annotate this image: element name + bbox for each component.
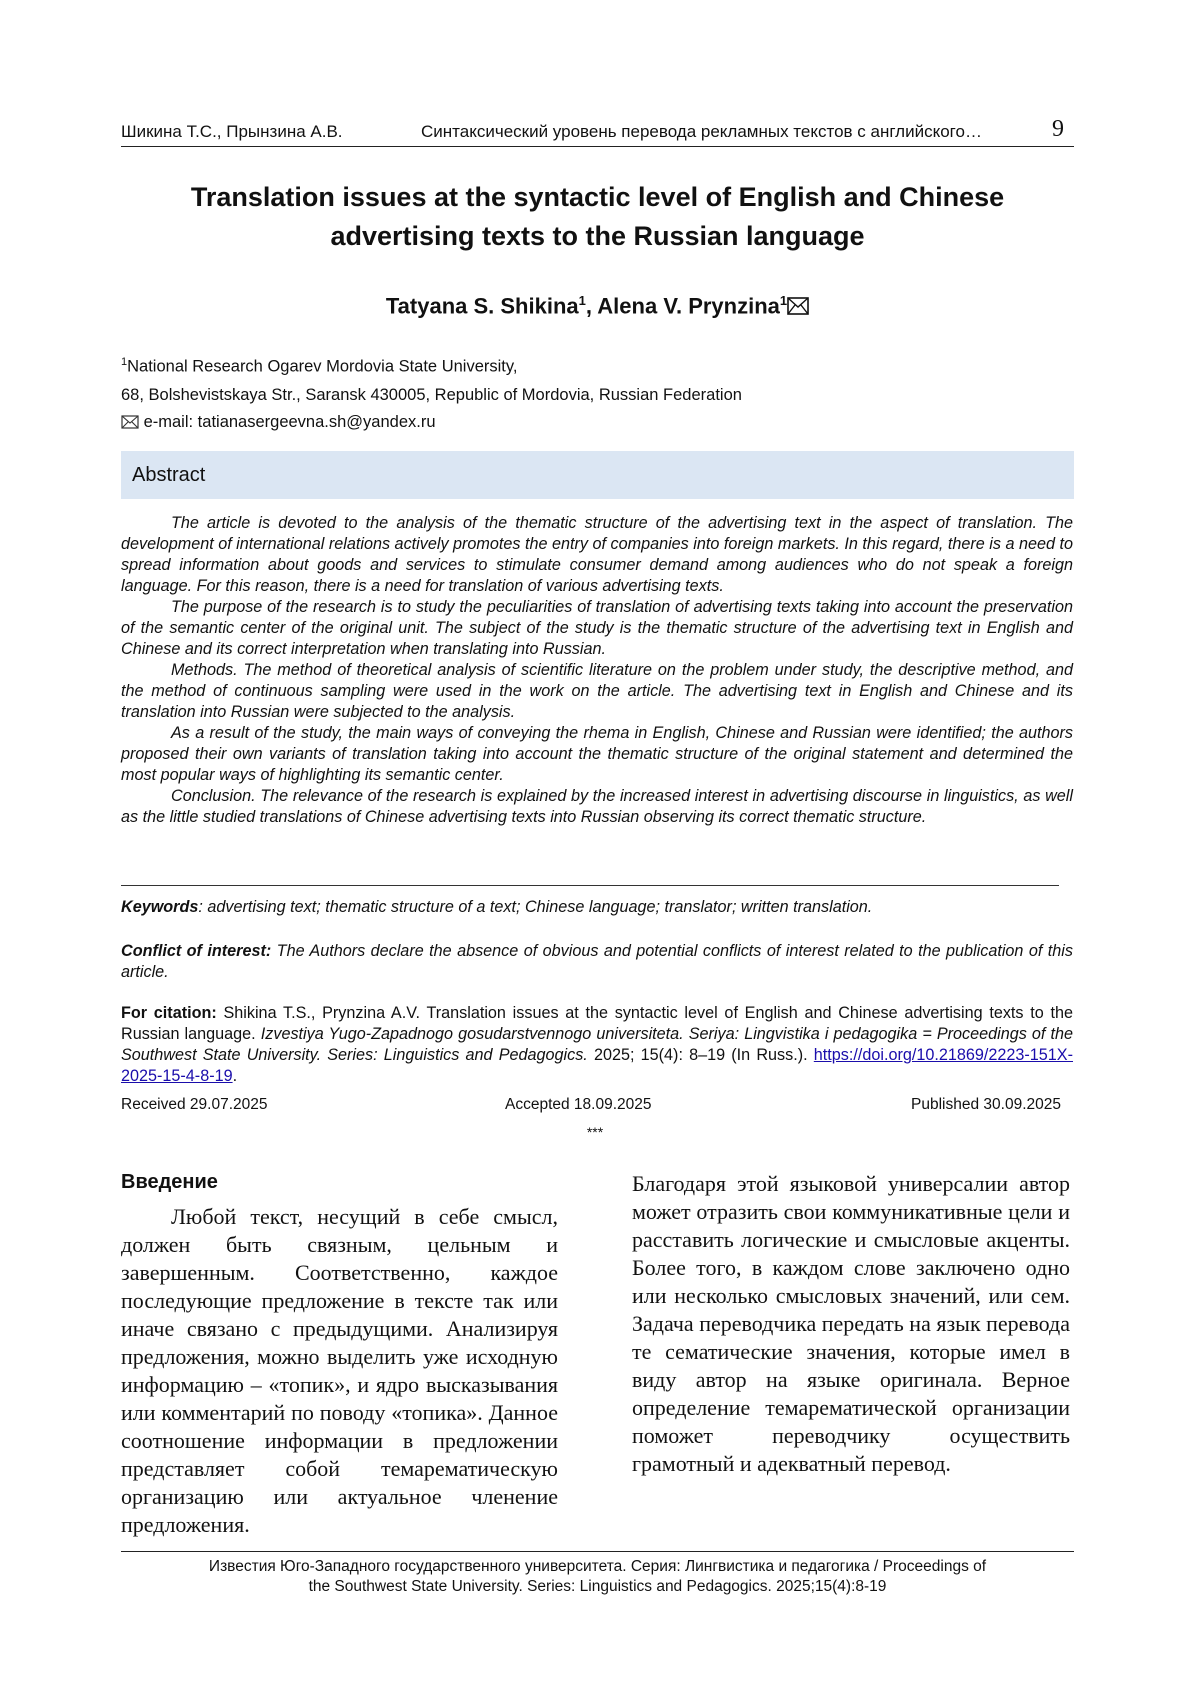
affiliation-marker: 1 [779,293,788,308]
abstract-paragraph: Methods. The method of theoretical analysis of scientific literature on the problem under study, the descriptive method, and the method of continuous sampling were used in the work on the article. The advertising text in English and Chinese and its translation into Russian were subjected to the analysis. [121,661,1073,721]
footer-line: Известия Юго-Западного государственного университета. Серия: Лингвистика и педагогика / Proceedings of [208,1558,987,1575]
running-header-authors: Шикина Т.С., Прынзина А.В. [121,122,343,141]
section-separator: *** [586,1124,604,1140]
received-date: Received 29.07.2025 [121,1096,268,1113]
body-paragraph: Любой текст, несущий в себе смысл, должен быть связным, цельным и завершенным. Соответственно, каждое последующие предложение в тексте так или иначе связано с предыдущими. Анализируя предложения, можно выделить уже исходную информацию – «топик», и ядро высказывания или комментарий по поводу «топика». Данное соотношение информации в предложении представляет собой темарематическую организацию или актуальное членение предложения. [121,1204,558,1537]
accepted-date: Accepted 18.09.2025 [505,1096,652,1113]
affiliation-line: National Research Ogarev Mordovia State University, [127,357,518,376]
citation-journal: Izvestiya Yugo-Zapadnogo gosudarstvennogo universiteta. Seriya: Lingvistika i pedagogika = Proceedings of the Southwest State University. Series: Linguistics and Pedagogics. [121,1025,1074,1064]
abstract-paragraph: As a result of the study, the main ways of conveying the rhema in English, Chinese and Russian were identified; the authors proposed their own variants of translation taking into account the thematic structure of the original statement and determined the most popular ways of highlighting its semantic center. [121,724,1073,784]
conflict-of-interest [121,941,1073,983]
doi-link[interactable]: https://doi.org/10.21869/2223-151X-2025-15-4-8-19 [121,1046,1073,1085]
page-number: 9 [1052,116,1064,142]
conflict-label: Conflict of interest: [121,942,272,960]
affiliation [121,348,742,409]
article-title: Translation issues at the syntactic level of English and Chinese advertising texts to the Russian language [190,182,1005,251]
envelope-icon [787,295,809,321]
footer-line: the Southwest State University. Series: Linguistics and Pedagogics. 2025;15(4):8-19 [308,1578,887,1595]
footer-divider [121,1551,1074,1552]
body-column-right [632,1170,1070,1478]
affiliation-address: 68, Bolshevistskaya Str., Saransk 430005, Republic of Mordovia, Russian Federation [121,385,742,404]
affiliation-marker: 1 [578,293,586,308]
abstract-paragraph: The article is devoted to the analysis of the thematic structure of the advertising text in the aspect of translation. The development of international relations actively promotes the entry of companies into foreign markets. In this regard, there is a need to spread information about goods and services to stimulate consumer demand among audiences who do not speak a foreign language. For this reason, there is a need for translation of various advertising texts. [121,514,1073,595]
abstract-paragraph: Conclusion. The relevance of the research is explained by the increased interest in advertising discourse in linguistics, as well as the little studied translations of Chinese advertising texts into Russian observing its correct thematic structure. [121,787,1073,826]
published-date: Published 30.09.2025 [911,1096,1061,1113]
email-text: e-mail: tatianasergeevna.sh@yandex.ru [143,413,436,431]
author-name: Alena V. Prynzina [597,293,780,319]
envelope-icon [121,415,139,434]
author-list: Tatyana S. Shikina$^1$, Alena V. Prynzina$^1$ [121,293,1074,321]
email-line [121,413,436,434]
abstract-heading-bar [121,451,1074,499]
body-column-left [121,1203,558,1539]
keywords [121,898,1073,917]
author-name: Tatyana S. Shikina [385,293,579,319]
citation: For citation: Shikina T.S., Prynzina A.V. Translation issues at the syntactic level of English and Chinese advertising texts to the Russian language. Izvestiya Yugo-Zapadnogo gosudarstvennogo universiteta. Seriya: Lingvistika i pedagogika = Proceedings of the Southwest State University. Series: Linguistics and Pedagogics. 2025; 15(4): 8–19 (In Russ.). https://doi.org/10.21869/2223-151X-2025-15-4-8-19. [121,1004,1074,1085]
page-footer [121,1557,1074,1597]
abstract-heading: Abstract [132,464,206,486]
divider [121,885,1059,886]
affiliation-marker: 1 [121,356,128,368]
abstract-body [121,513,1073,828]
section-heading: Введение [121,1171,218,1193]
body-paragraph: Благодаря этой языковой универсалии автор может отразить свои коммуникативные цели и расставить логические и смысловые акценты. Более того, в каждом слове заключено одно или несколько смысловых значений, или сем. Задача переводчика передать на язык перевода те сематические значения, которые имел в виду автор на языке оригинала. Верное определение темарематической организации поможет переводчику осуществить грамотный и адекватный перевод. [632,1171,1070,1476]
abstract-paragraph: The purpose of the research is to study the peculiarities of translation of advertising texts taking into account the preservation of the semantic center of the original unit. The subject of the study is the thematic structure of the advertising text in English and Chinese and its correct interpretation when translating into Russian. [121,598,1073,658]
conflict-text: The Authors declare the absence of obvious and potential conflicts of interest related to the publication of this article. [121,942,1073,981]
citation-label: For citation: [121,1004,217,1022]
running-header-title: Синтаксический уровень перевода рекламных текстов с английского… [421,122,982,141]
running-header [121,116,1074,147]
keywords-label: Keywords [121,898,199,916]
keywords-text: : advertising text; thematic structure of a text; Chinese language; translator; written translation. [198,898,873,916]
